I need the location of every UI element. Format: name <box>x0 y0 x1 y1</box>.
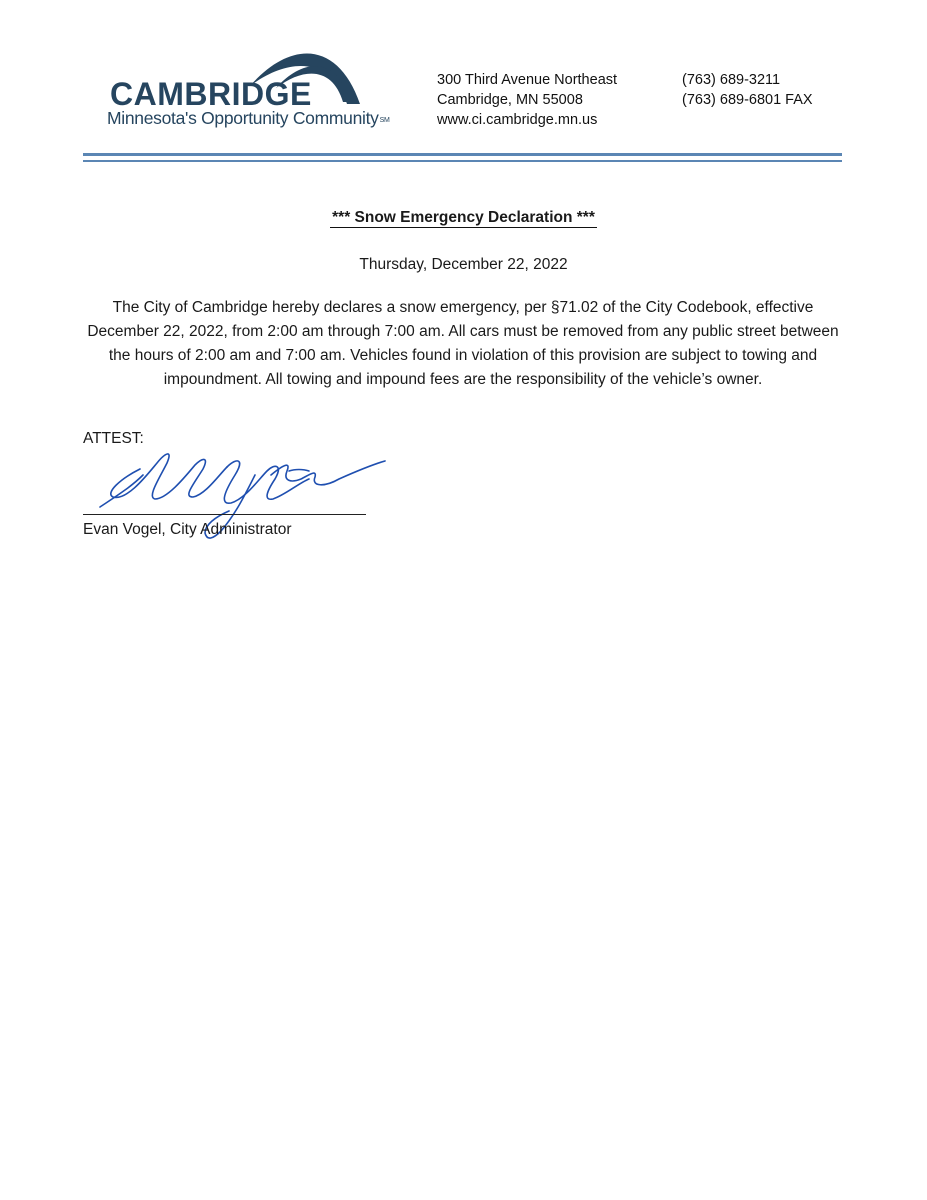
address-block <box>437 70 617 130</box>
cambridge-logo <box>100 44 400 134</box>
attest-label: ATTEST: <box>83 430 144 447</box>
address-line1: 300 Third Avenue Northeast <box>437 72 618 88</box>
logo-subtitle <box>107 110 390 128</box>
document-body: The City of Cambridge hereby declares a snow emergency, per §71.02 of the City Codebook, effective December 22, 2022, from 2:00 am through 7:00 am. All cars must be removed from any public street between the hours of 2:00 am and 7:00 am. Vehicles found in violation of this provision are subject to towing and impoundment. All towing and impound fees are the responsibility of the vehicle’s owner. <box>87 299 839 388</box>
signature-line <box>83 514 366 515</box>
address-line2: Cambridge, MN 55008 <box>437 92 583 108</box>
fax-number: (763) 689-6801 FAX <box>682 92 813 108</box>
phone-block <box>682 70 813 110</box>
logo-subtitle-text: Minnesota's Opportunity Community <box>107 108 379 128</box>
website-text: www.ci.cambridge.mn.us <box>437 112 598 128</box>
logo-title: CAMBRIDGE <box>110 76 312 112</box>
signer-name-title: Evan Vogel, City Administrator <box>83 521 292 538</box>
document-title-text: *** Snow Emergency Declaration *** <box>332 209 595 226</box>
document-date: Thursday, December 22, 2022 <box>359 256 568 273</box>
service-mark: SM <box>379 117 390 124</box>
phone-number: (763) 689-3211 <box>682 72 781 88</box>
document-title <box>0 209 927 227</box>
header-divider-bottom <box>83 160 842 162</box>
header-divider-top <box>83 153 842 156</box>
